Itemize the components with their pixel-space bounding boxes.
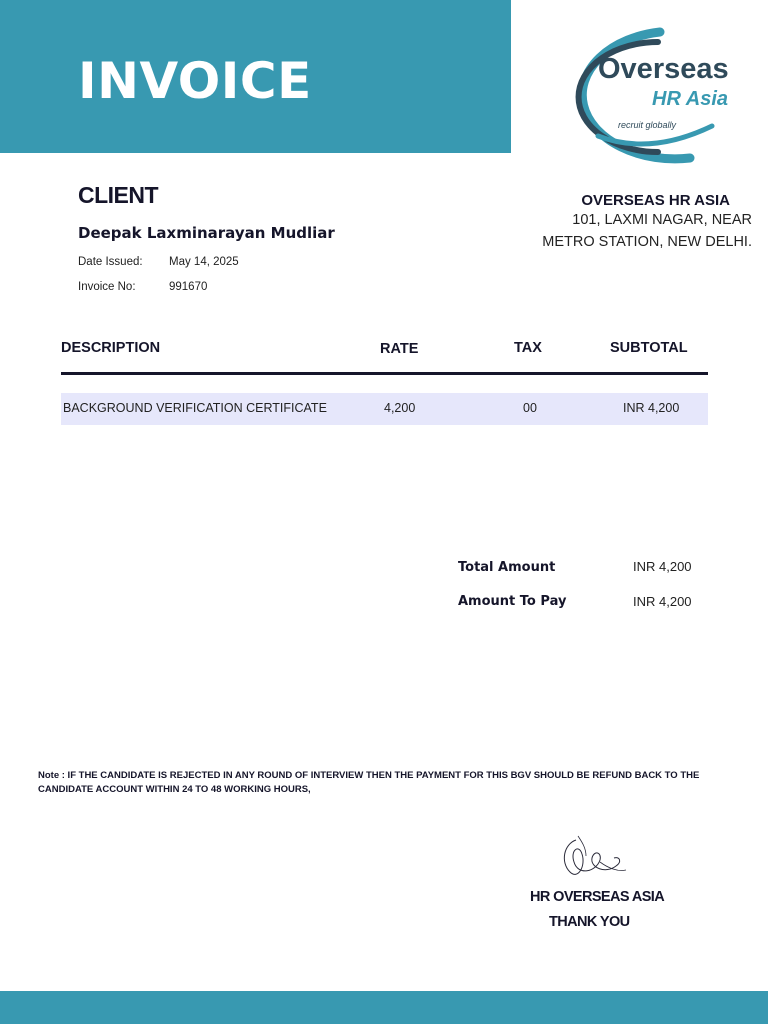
col-header-subtotal: SUBTOTAL [610, 340, 688, 356]
row-rate: 4,200 [384, 401, 416, 415]
logo-word-hrasia: HR Asia [652, 88, 728, 110]
col-header-tax: TAX [514, 340, 542, 356]
date-issued-value: May 14, 2025 [169, 256, 239, 268]
date-issued-row [78, 256, 239, 268]
footer-band [0, 991, 768, 1024]
client-name: Deepak Laxminarayan Mudliar [78, 224, 335, 242]
col-header-rate: RATE [380, 341, 419, 357]
row-tax: 00 [523, 401, 537, 415]
amount-to-pay-value: INR 4,200 [633, 594, 692, 609]
amount-to-pay-label: Amount To Pay [458, 594, 567, 609]
col-header-description: DESCRIPTION [61, 340, 161, 356]
company-address [542, 209, 752, 253]
company-name: OVERSEAS HR ASIA [581, 192, 730, 209]
row-description: BACKGROUND VERIFICATION CERTIFICATE [63, 401, 327, 415]
company-address-line2: METRO STATION, NEW DELHI. [542, 234, 752, 250]
table-divider [61, 372, 708, 375]
total-amount-value: INR 4,200 [633, 559, 692, 574]
refund-note: Note : IF THE CANDIDATE IS REJECTED IN ANY ROUND OF INTERVIEW THEN THE PAYMENT FOR THIS BGV SHOULD BE REFUND BACK TO THE CANDIDATE ACCOUNT WITHIN 24 TO 48 WORKING HOURS, [38, 770, 700, 795]
invoice-number-row [78, 281, 207, 293]
invoice-number-label: Invoice No: [78, 281, 136, 293]
total-amount-label: Total Amount [458, 560, 556, 575]
company-logo [540, 24, 740, 166]
table-row [61, 393, 708, 425]
signoff-thanks: THANK YOU [549, 914, 630, 930]
signoff-company: HR OVERSEAS ASIA [530, 889, 665, 905]
row-subtotal: INR 4,200 [623, 401, 680, 415]
signature-image [556, 832, 628, 888]
invoice-number-value: 991670 [169, 281, 208, 293]
client-heading: CLIENT [78, 182, 159, 208]
date-issued-label: Date Issued: [78, 256, 143, 268]
company-address-line1: 101, LAXMI NAGAR, NEAR [572, 212, 752, 228]
invoice-title: INVOICE [78, 52, 312, 110]
logo-tagline: recruit globally [618, 120, 677, 130]
logo-word-overseas: Overseas [598, 53, 729, 85]
